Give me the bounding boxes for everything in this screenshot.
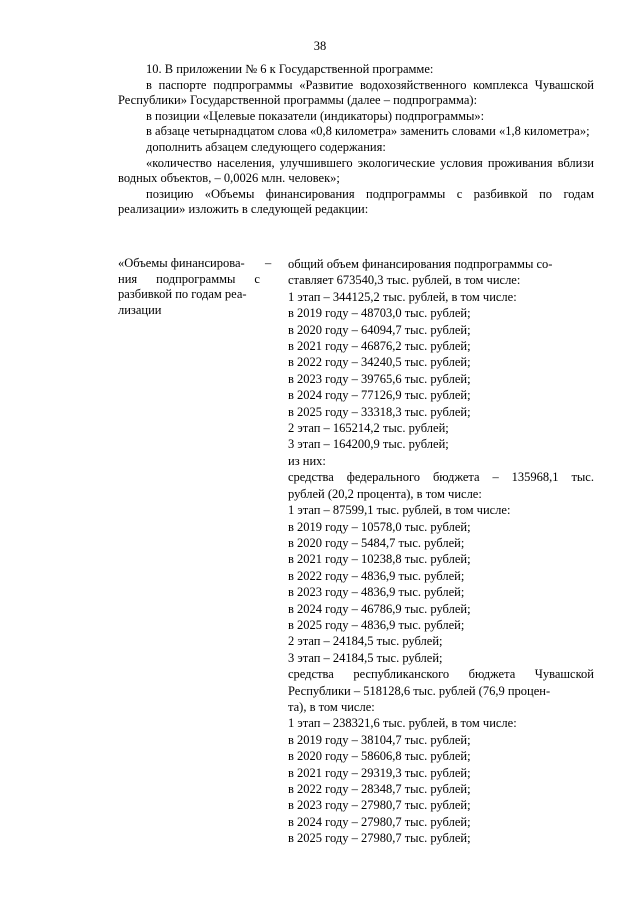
page-number: 38 [313,39,327,53]
year-line: в 2024 году – 46786,9 тыс. рублей; [288,601,471,616]
year-line: в 2020 году – 58606,8 тыс. рублей; [288,749,471,764]
word: 135968,1 [511,470,559,485]
funding-details [288,256,594,847]
indicators-position: в позиции «Целевые показатели (индикаторы) подпрограммы»: [146,108,485,123]
position-label-line [118,272,260,288]
year-line: в 2020 году – 5484,7 тыс. рублей; [288,535,465,550]
funding-position: позицию «Объемы финансирования подпрограммы с разбивкой по годам реализации» изложить в следующей редакции: [118,186,594,217]
year-line: в 2021 году – 29319,3 тыс. рублей; [288,765,471,780]
word: с [254,271,260,286]
word: Чувашской [534,667,594,682]
stage-line: 2 этап – 165214,2 тыс. рублей; [288,421,449,436]
federal-budget-line: рублей (20,2 процента), в том числе: [288,486,482,501]
year-line: в 2023 году – 39765,6 тыс. рублей; [288,371,471,386]
republic-budget-line: Республики – 518128,6 тыс. рублей (76,9 процен- [288,683,551,698]
year-line: в 2022 году – 28348,7 тыс. рублей; [288,782,471,796]
position-label-line: разбивкой по годам реа- [118,287,247,302]
year-line: в 2025 году – 4836,9 тыс. рублей; [288,617,465,632]
add-paragraph-line: дополнить абзацем следующего содержания: [146,139,386,154]
total-line: ставляет 673540,3 тыс. рублей, в том числе: [288,273,521,288]
year-line: в 2021 году – 10238,8 тыс. рублей; [288,552,471,567]
new-paragraph-text: «количество населения, улучшившего экологические условия проживания вблизи водных объектов, – 0,0026 млн. человек»; [118,155,594,186]
word: средства [288,470,334,485]
year-line: в 2023 году – 4836,9 тыс. рублей; [288,585,465,600]
position-label [118,256,260,318]
word: бюджета [432,470,480,485]
word: средства [288,667,334,682]
stage-line: 1 этап – 238321,6 тыс. рублей, в том числе: [288,716,517,731]
stage-line: 1 этап – 344125,2 тыс. рублей, в том числе: [288,289,517,304]
word: тыс. [571,470,594,485]
year-line: в 2021 году – 46876,2 тыс. рублей; [288,339,471,354]
word: бюджета [468,667,516,682]
word: подпрограммы [156,271,236,286]
word: – [492,470,499,485]
passport-paragraph: в паспорте подпрограммы «Развитие водохозяйственного комплекса Чувашской Республики» Государственной программы (далее – подпрограмма): [118,77,594,108]
year-line: в 2022 году – 4836,9 тыс. рублей; [288,568,465,583]
paragraph-14-change: в абзаце четырнадцатом слова «0,8 километра» заменить словами «1,8 километра»; [146,124,590,139]
year-line: в 2019 году – 38104,7 тыс. рублей; [288,732,471,747]
item-10-heading: 10. В приложении № 6 к Государственной программе: [146,62,434,76]
year-line: в 2024 году – 27980,7 тыс. рублей; [288,814,471,829]
year-line: в 2019 году – 48703,0 тыс. рублей; [288,306,471,321]
year-line: в 2025 году – 33318,3 тыс. рублей; [288,404,471,419]
federal-budget-line [288,469,594,485]
republic-budget-line [288,666,594,682]
intro-text [118,62,594,218]
word: республиканского [353,667,450,682]
word: федерального [346,470,421,485]
total-line: общий объем финансирования подпрограммы со- [288,257,553,271]
year-line: в 2019 году – 10578,0 тыс. рублей; [288,519,471,534]
of-them-line: из них: [288,453,326,468]
stage-line: 1 этап – 87599,1 тыс. рублей, в том числе: [288,503,511,518]
stage-line: 3 этап – 24184,5 тыс. рублей; [288,650,443,665]
word: ния [118,271,138,286]
stage-line: 2 этап – 24184,5 тыс. рублей; [288,634,443,649]
year-line: в 2025 году – 27980,7 тыс. рублей; [288,831,471,846]
year-line: в 2022 году – 34240,5 тыс. рублей; [288,355,471,370]
year-line: в 2024 году – 77126,9 тыс. рублей; [288,388,471,403]
republic-budget-line: та), в том числе: [288,699,375,714]
position-label-line: лизации [118,302,162,317]
year-line: в 2023 году – 27980,7 тыс. рублей; [288,798,471,813]
year-line: в 2020 году – 64094,7 тыс. рублей; [288,322,471,337]
separator-dash: – [265,256,272,270]
stage-line: 3 этап – 164200,9 тыс. рублей; [288,437,449,452]
position-label-line: «Объемы финансирова- [118,256,245,270]
